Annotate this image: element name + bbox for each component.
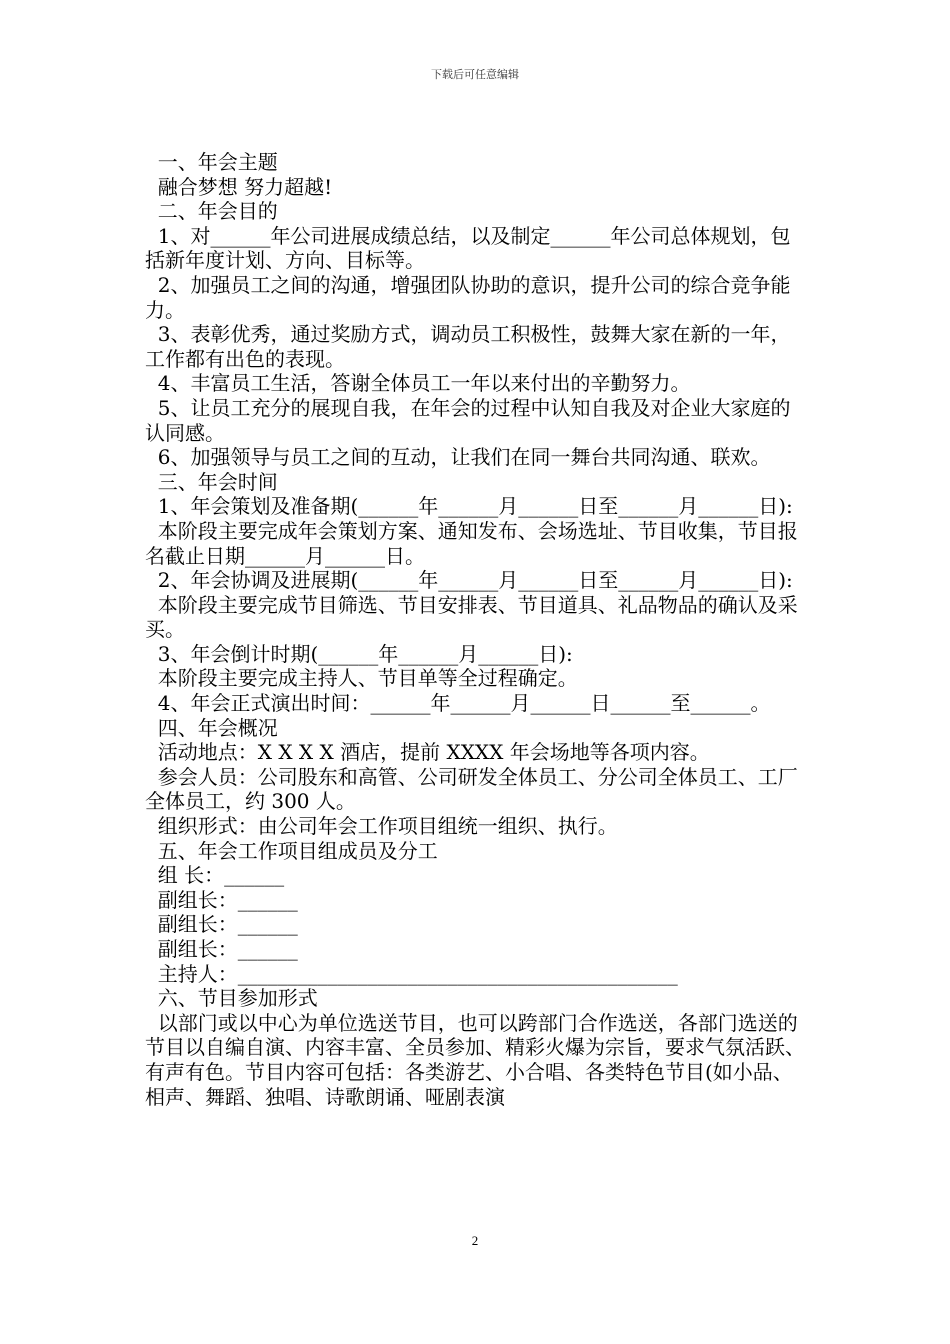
team-member-line: 主持人：____________________________________________ [145, 961, 678, 986]
paragraph: 2、加强员工之间的沟通，增强团队协助的意识，提升公司的综合竞争能力。 [145, 272, 791, 322]
page-header: 下载后可任意编辑 [431, 68, 519, 81]
team-member-line: 副组长：______ [145, 912, 298, 937]
paragraph: 组织形式：由公司年会工作项目组统一组织、执行。 [145, 814, 618, 839]
paragraph: 2、年会协调及进展期(______年______月______日至______月______日): [145, 568, 793, 593]
paragraph: 3、表彰优秀，通过奖励方式，调动员工积极性，鼓舞大家在新的一年，工作都有出色的表现。 [145, 322, 791, 371]
heading-theme: 一、年会主题 [145, 150, 278, 174]
paragraph: 5、让员工充分的展现自我，在年会的过程中认知自我及对企业大家庭的认同感。 [145, 395, 791, 445]
heading-program-format: 六、节目参加形式 [145, 986, 318, 1011]
paragraph: 3、年会倒计时期(______年______月______日): [145, 641, 573, 666]
paragraph: 融合梦想 努力超越! [145, 174, 333, 199]
team-member-line: 副组长：______ [145, 887, 298, 912]
heading-overview: 四、年会概况 [145, 715, 278, 740]
paragraph: 本阶段主要完成节目筛选、节目安排表、节目道具、礼品物品的确认及采买。 [145, 592, 798, 642]
paragraph: 4、丰富员工生活，答谢全体员工一年以来付出的辛勤努力。 [145, 371, 691, 396]
paragraph: 1、对______年公司进展成绩总结，以及制定______年公司总体规划，包括新年度计划、方向、目标等。 [145, 223, 791, 273]
paragraph: 活动地点：X X X X 酒店，提前 XXXX 年会场地等各项内容。 [145, 740, 710, 765]
paragraph: 本阶段主要完成年会策划方案、通知发布、会场选址、节目收集，节目报名截止日期______月______日。 [145, 518, 798, 568]
paragraph: 本阶段主要完成主持人、节目单等全过程确定。 [145, 666, 578, 691]
heading-purpose: 二、年会目的 [145, 199, 278, 224]
heading-time: 三、年会时间 [145, 469, 278, 494]
paragraph: 4、年会正式演出时间：______年______月______日______至______。 [145, 691, 771, 716]
team-member-line: 组 长：______ [145, 863, 285, 888]
heading-team: 五、年会工作项目组成员及分工 [145, 838, 438, 863]
document-body [145, 150, 810, 1109]
paragraph: 以部门或以中心为单位选送节目，也可以跨部门合作选送，各部门选送的节目以自编自演、内容丰富、全员参加、精彩火爆为宗旨，要求气氛活跃、有声有色。节目内容可包括：各类游艺、小合唱、各类特色节目(如小品、相声、舞蹈、独唱、诗歌朗诵、哑剧表演 [145, 1010, 805, 1109]
paragraph: 参会人员：公司股东和高管、公司研发全体员工、分公司全体员工、工厂全体员工，约 300 人。 [145, 764, 798, 814]
page-number: 2 [471, 1233, 479, 1248]
paragraph: 6、加强领导与员工之间的互动，让我们在同一舞台共同沟通、联欢。 [145, 445, 771, 470]
team-member-line: 副组长：______ [145, 937, 298, 961]
paragraph: 1、年会策划及准备期(______年______月______日至______月______日): [145, 494, 793, 519]
